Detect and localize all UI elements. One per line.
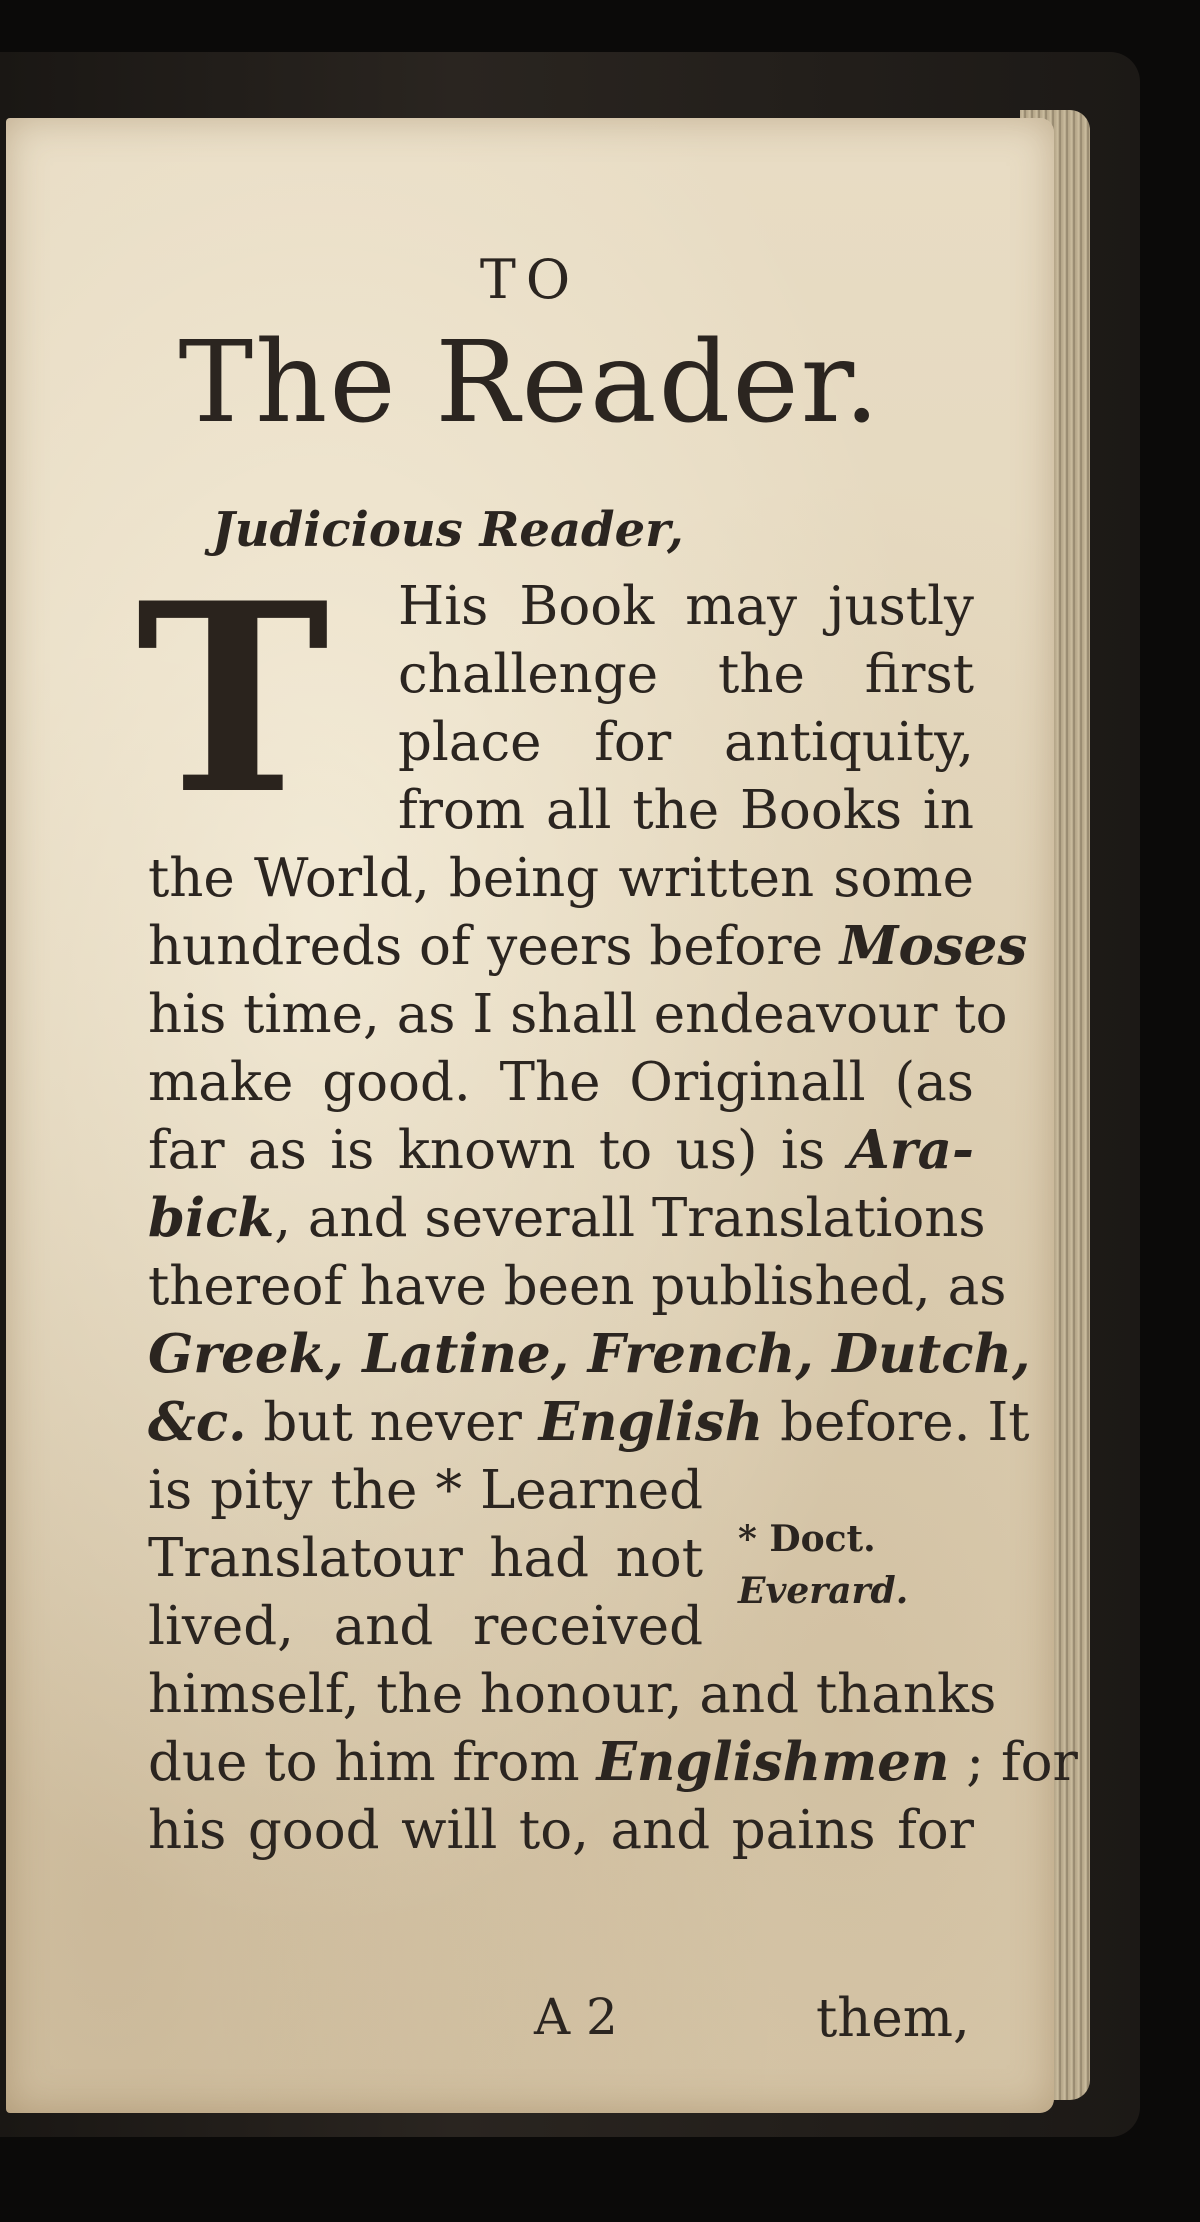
text-line-4: from all the Books in <box>398 780 974 841</box>
text-line-5: the World, being written some <box>148 848 974 909</box>
text-line-16: lived, and received <box>148 1596 703 1657</box>
text-line-17: himself, the honour, and thanks <box>148 1664 997 1725</box>
book-page <box>6 118 1078 2113</box>
text-line-3: place for antiquity, <box>398 712 974 773</box>
salutation: Judicious Reader, <box>212 502 684 558</box>
text-line-14: is pity the * Learned <box>148 1460 703 1521</box>
text-line-7: his time, as I shall endeavour to <box>148 984 1008 1045</box>
text-line-1: His Book may justly <box>398 576 974 637</box>
text-line-19: his good will to, and pains for <box>148 1800 974 1861</box>
marginal-note-title: * Doct. <box>738 1518 876 1560</box>
page-title: The Reader. <box>178 318 882 448</box>
text-line-13: &c. but never English before. It <box>148 1391 1030 1453</box>
signature-mark: A 2 <box>534 1988 618 2046</box>
text-line-12: Greek, Latine, French, Dutch, <box>148 1323 1031 1385</box>
catchword: them, <box>816 1988 970 2049</box>
text-line-11: thereof have been published, as <box>148 1256 1007 1317</box>
text-line-10: bick, and severall Translations <box>148 1187 986 1249</box>
marginal-note-name: Everard. <box>738 1570 909 1612</box>
heading-to: TO <box>479 248 581 311</box>
drop-cap: T <box>136 547 330 852</box>
text-line-2: challenge the first <box>398 644 974 705</box>
text-line-9: far as is known to us) is Ara- <box>148 1119 974 1181</box>
text-line-15: Translatour had not <box>148 1528 703 1589</box>
text-line-18: due to him from Englishmen ; for <box>148 1731 1078 1793</box>
text-line-6: hundreds of yeers before Moses <box>148 915 1028 977</box>
text-line-8: make good. The Originall (as <box>148 1052 974 1113</box>
